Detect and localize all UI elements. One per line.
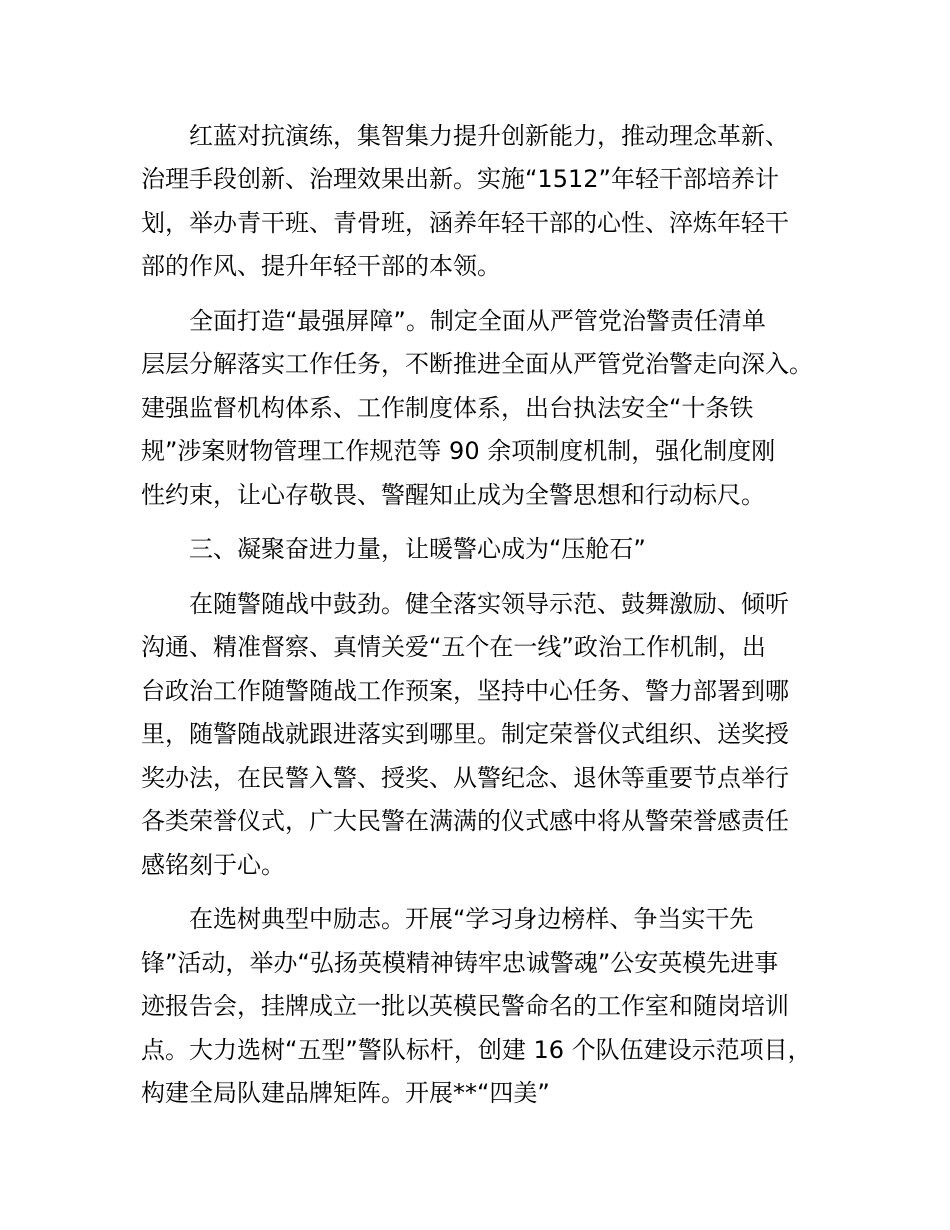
text-line: 治理手段创新、治理效果出新。实施“1512”年轻干部培养计	[141, 165, 779, 193]
section-heading: 三、凝聚奋进力量，让暖警心成为“压舱石”	[189, 535, 646, 563]
text-line: 建强监督机构体系、工作制度体系，出台执法安全“十条铁	[141, 394, 754, 422]
text-line: 里，随警随战就跟进落实到哪里。制定荣誉仪式组织、送奖授	[141, 720, 789, 748]
text-line: 划，举办青干班、青骨班，涵养年轻干部的心性、淬炼年轻干	[141, 209, 789, 237]
text-line: 红蓝对抗演练，集智集力提升创新能力，推动理念革新、	[189, 122, 789, 150]
text-line: 台政治工作随警随战工作预案，坚持中心任务、警力部署到哪	[141, 677, 789, 705]
text-line: 沟通、精准督察、真情关爱“五个在一线”政治工作机制，出	[141, 633, 766, 661]
text-line: 规”涉案财物管理工作规范等 90 余项制度机制，强化制度刚	[141, 437, 776, 465]
text-line: 性约束，让心存敬畏、警醒知止成为全警思想和行动标尺。	[141, 481, 765, 509]
text-line: 构建全局队建品牌矩阵。开展**“四美”	[141, 1079, 550, 1107]
text-line: 迹报告会，挂牌成立一批以英模民警命名的工作室和随岗培训	[141, 992, 789, 1020]
text-line: 各类荣誉仪式，广大民警在满满的仪式感中将从警荣誉感责任	[141, 807, 789, 835]
text-line: 点。大力选树“五型”警队标杆，创建 16 个队伍建设示范项目，	[141, 1036, 812, 1064]
text-line: 层层分解落实工作任务，不断推进全面从严管党治警走向深入。	[141, 350, 813, 378]
text-line: 在选树典型中励志。开展“学习身边榜样、争当实干先	[189, 905, 754, 933]
text-line: 奖办法，在民警入警、授奖、从警纪念、退休等重要节点举行	[141, 764, 789, 792]
text-line: 全面打造“最强屏障”。制定全面从严管党治警责任清单	[189, 307, 766, 335]
text-line: 感铭刻于心。	[141, 851, 285, 879]
text-line: 部的作风、提升年轻干部的本领。	[141, 252, 501, 280]
text-line: 锋”活动，举办“弘扬英模精神铸牢忠诚警魂”公安英模先进事	[141, 949, 779, 977]
text-line: 在随警随战中鼓劲。健全落实领导示范、鼓舞激励、倾听	[189, 590, 789, 618]
